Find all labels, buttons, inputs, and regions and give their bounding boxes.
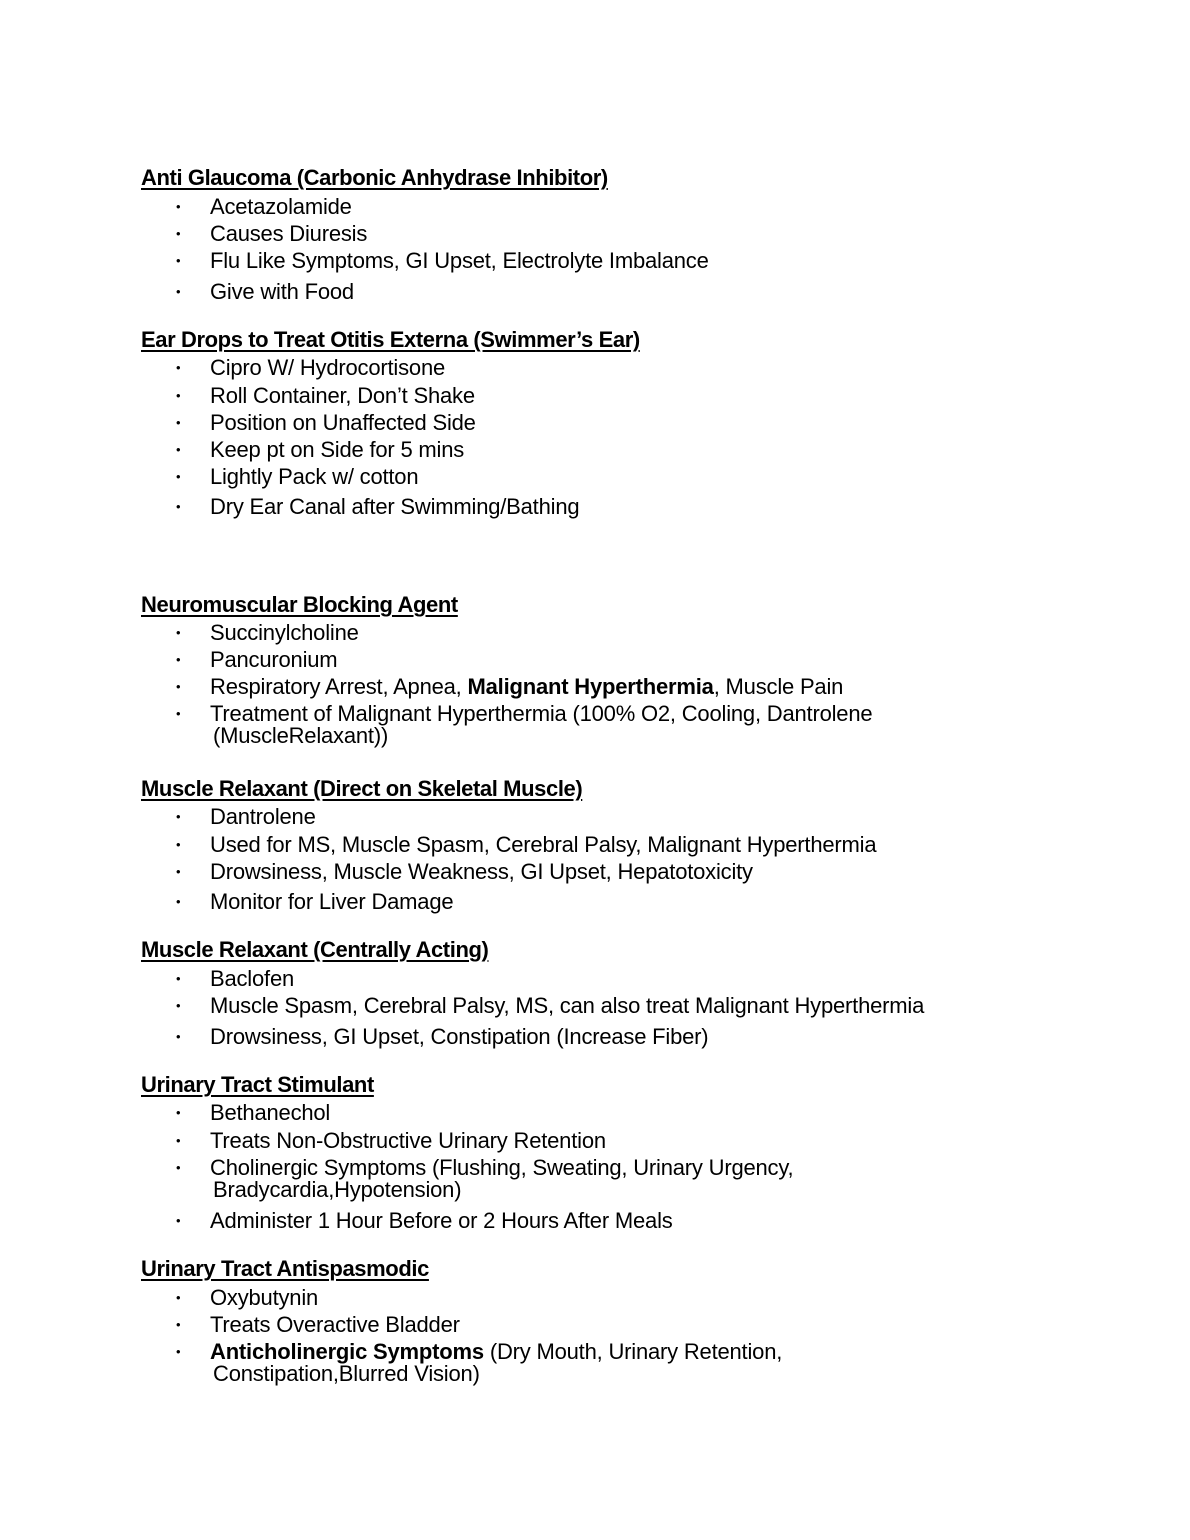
bullet: • — [176, 199, 181, 214]
bullet: • — [176, 652, 181, 667]
bullet: • — [176, 388, 181, 403]
section-heading-muscle-relaxant-central: Muscle Relaxant (Centrally Acting) — [141, 937, 489, 962]
bullet: • — [176, 415, 181, 430]
document-page: Anti Glaucoma (Carbonic Anhydrase Inhibitor) • Acetazolamide • Causes Diuresis • Flu Like Symptoms, GI Upset, Electrolyte Imbalance • Give with Food Ear Drops to Treat Otitis Externa (Swimmer’s Ear) • Cipro W/ Hydrocortisone • Roll Container, Don’t Shake • Position on Unaffected Side • Keep pt on Side for 5 mins • Lightly Pack w/ cotton • Dry Ear Canal after Swimming/Bathing Neuromuscular Blocking Agent • Succinylcholine • Pancuronium • Respiratory Arrest, Apnea, Malignant Hyperthermia, Muscle Pain • Treatment of Malignant Hyperthermia (100% O2, Cooling, Dantrolene (MuscleRelaxant)) Muscle Relaxant (Direct on Skeletal Muscle) • Dantrolene • Used for MS, Muscle Spasm, Cerebral Palsy, Malignant Hyperthermia • Drowsiness, Muscle Weakness, GI Upset, Hepatotoxicity • Monitor for Liver Damage Muscle Relaxant (Centrally Acting) • Baclofen • Muscle Spasm, Cerebral Palsy, MS, can also treat Malignant Hyperthermia • Drowsiness, GI Upset, Constipation (Increase Fiber) Urinary Tract Stimulant • Bethanechol • Treats Non-Obstructive Urinary Retention • Cholinergic Symptoms (Flushing, Sweating, Urinary Urgency, Bradycardia,Hypotension) • Administer 1 Hour Before or 2 Hours After Meals Urinary Tract Antispasmodic • Oxybutynin • Treats Overactive Bladder • Anticholinergic Symptoms (Dry Mouth, Urinary Retention, Constipation,Blurred Vision) — [141, 165, 925, 1386]
section-heading-ear-drops: Ear Drops to Treat Otitis Externa (Swimmer’s Ear) — [141, 327, 640, 352]
bullet: • — [176, 1344, 181, 1359]
emphasis: Anticholinergic Symptoms — [210, 1339, 484, 1364]
bullet: • — [176, 499, 181, 514]
bullet: • — [176, 1029, 181, 1044]
bullet: • — [176, 998, 181, 1013]
bullet: • — [176, 226, 181, 241]
bullet: • — [176, 679, 181, 694]
section-heading-anti-glaucoma: Anti Glaucoma (Carbonic Anhydrase Inhibitor) — [141, 165, 608, 190]
section-heading-muscle-relaxant-direct: Muscle Relaxant (Direct on Skeletal Muscle) — [141, 776, 583, 801]
bullet: • — [176, 1105, 181, 1120]
bullet: • — [176, 253, 181, 268]
bullet: • — [176, 442, 181, 457]
section-heading-urinary-stimulant: Urinary Tract Stimulant — [141, 1072, 374, 1097]
bullet: • — [176, 1160, 181, 1175]
bullet: • — [176, 1290, 181, 1305]
bullet: • — [176, 284, 181, 299]
bullet: • — [176, 360, 181, 375]
section-heading-urinary-antispasmodic: Urinary Tract Antispasmodic — [141, 1256, 429, 1281]
bullet: • — [176, 1317, 181, 1332]
bullet: • — [176, 864, 181, 879]
bullet: • — [176, 837, 181, 852]
bullet: • — [176, 894, 181, 909]
bullet: • — [176, 1133, 181, 1148]
emphasis: Malignant Hyperthermia — [467, 674, 714, 699]
bullet: • — [176, 971, 181, 986]
bullet: • — [176, 469, 181, 484]
bullet: • — [176, 706, 181, 721]
section-heading-neuromuscular-blocking: Neuromuscular Blocking Agent — [141, 592, 458, 617]
bullet: • — [176, 809, 181, 824]
bullet: • — [176, 625, 181, 640]
bullet: • — [176, 1213, 181, 1228]
